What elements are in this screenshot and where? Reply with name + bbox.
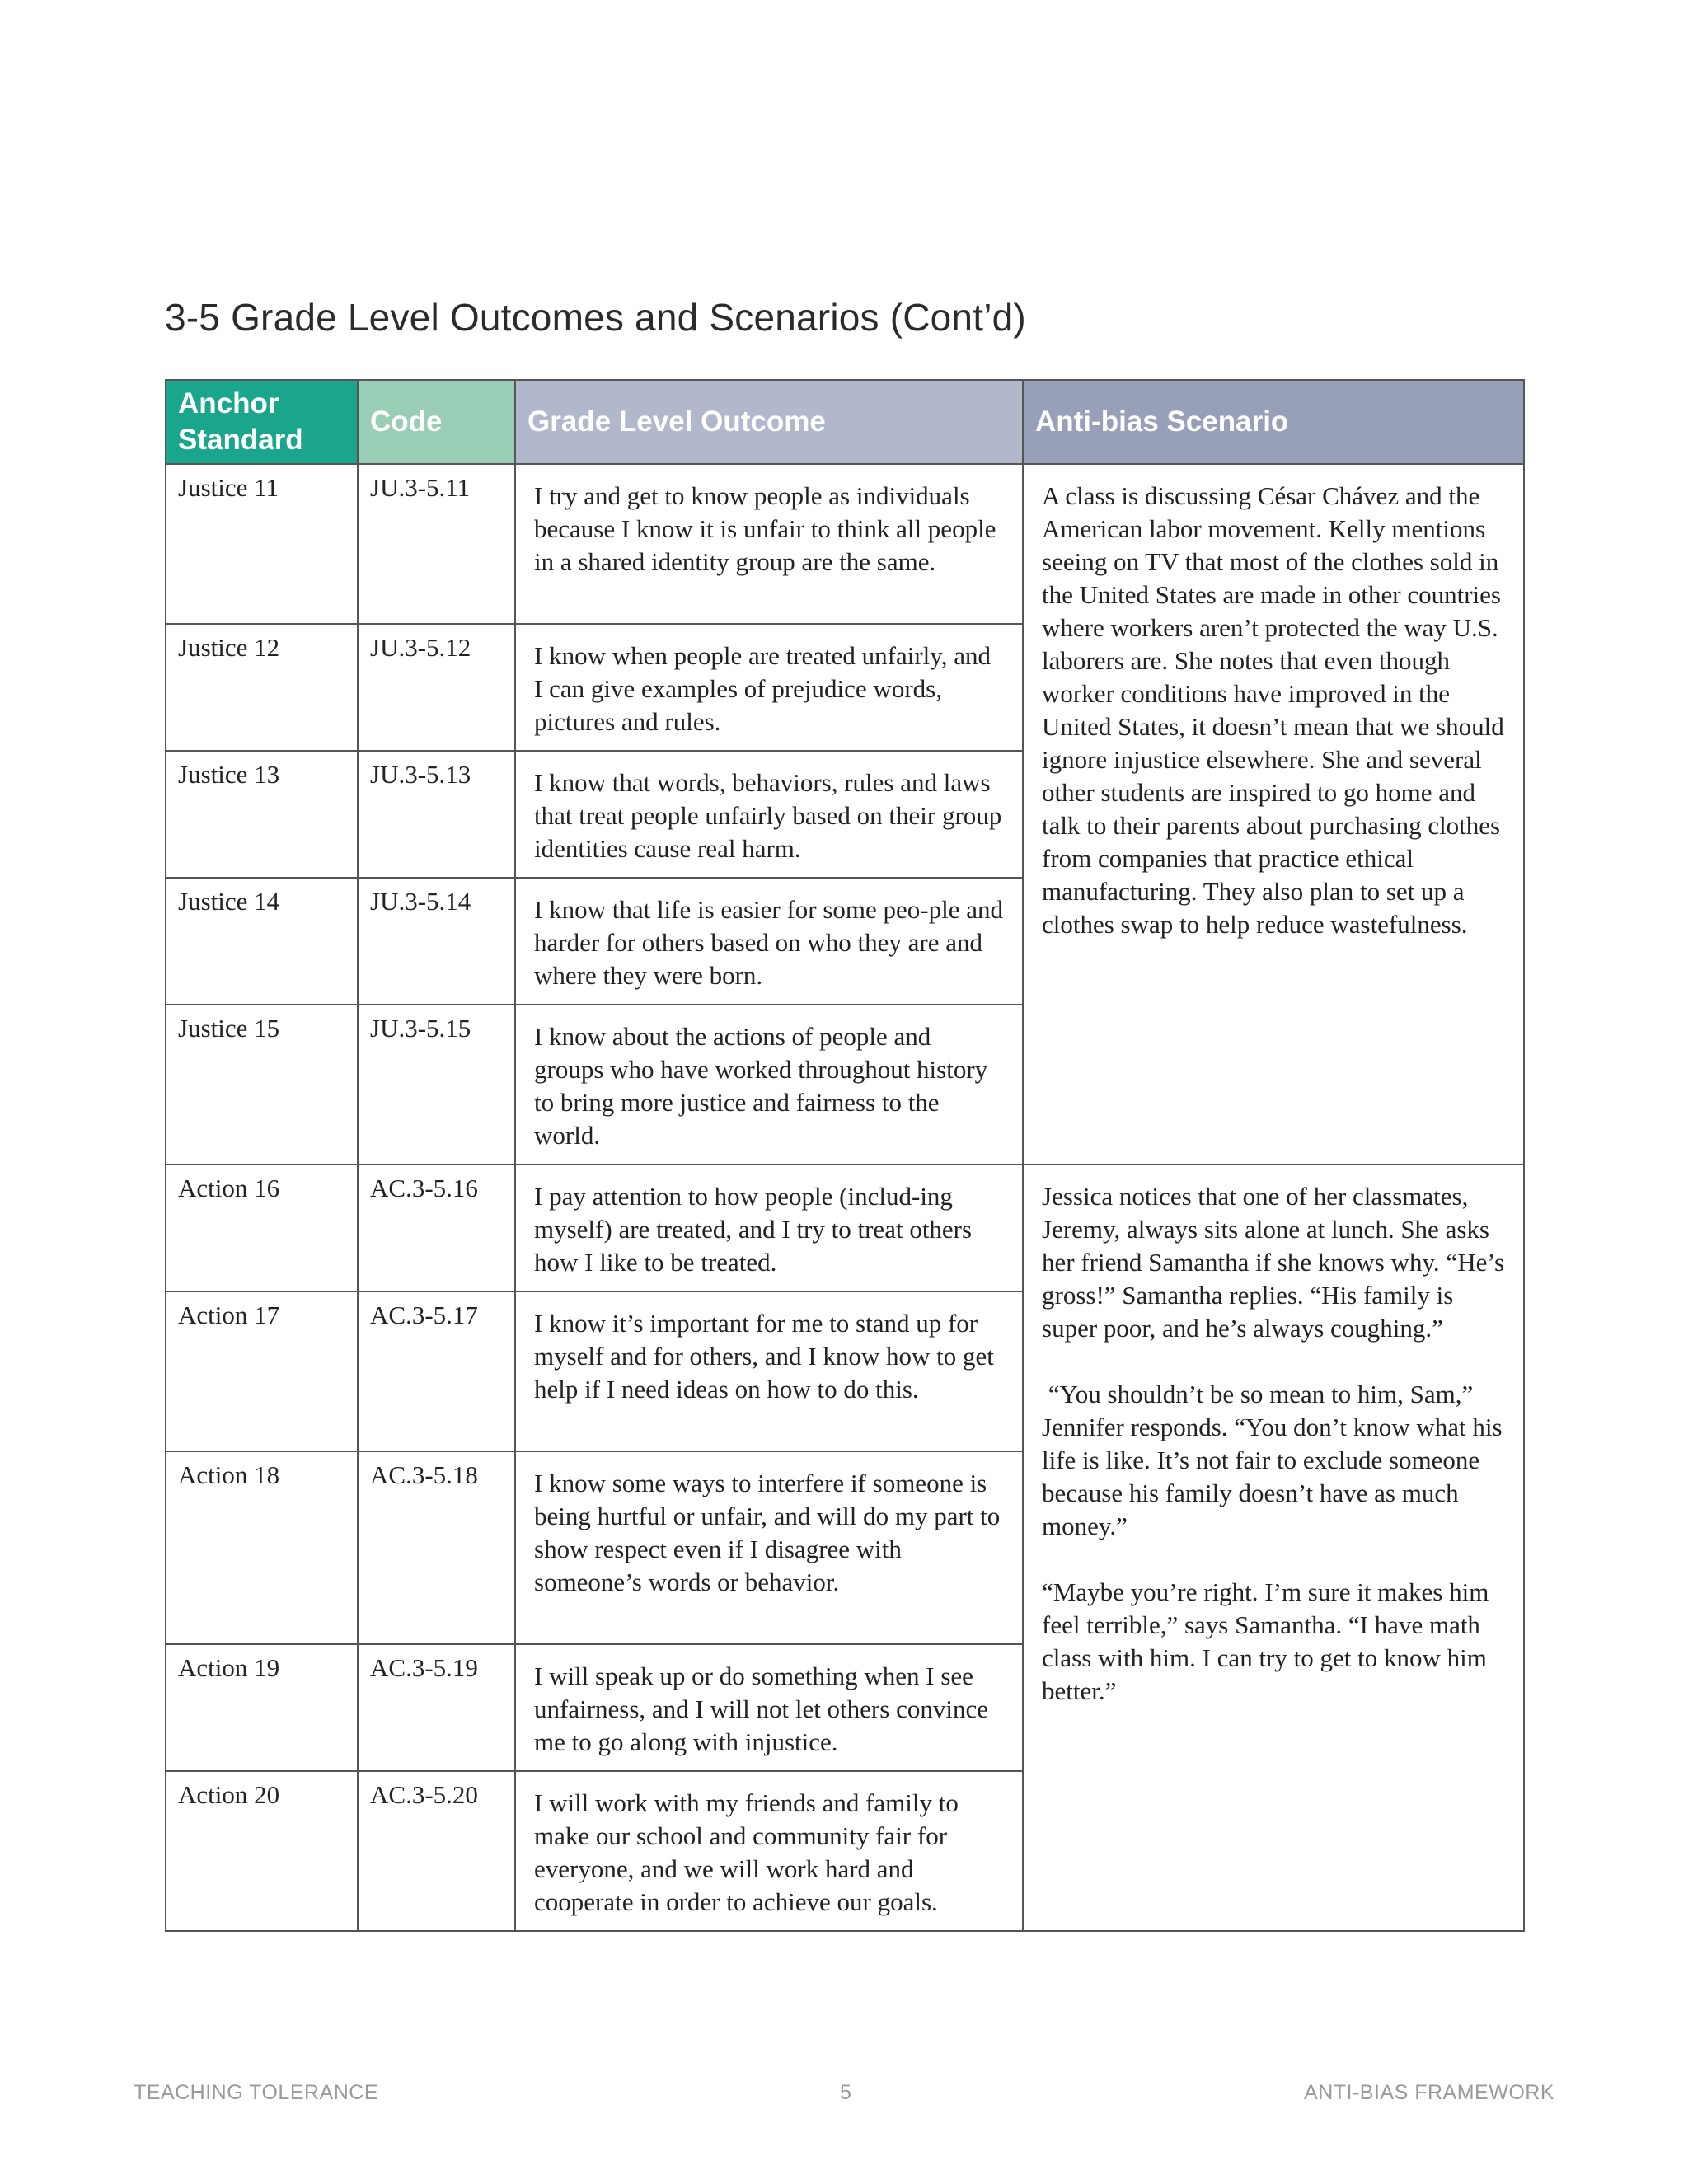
table-row [166,1165,1524,1291]
header-code: Code [358,380,515,464]
anchor-standard-cell: Action 17 [166,1291,358,1451]
scenario-action-paragraph-3: “Maybe you’re right. I’m sure it makes him feel terrible,” says Samantha. “I have math class with him. I can try to get to know him better.” [1042,1577,1496,1705]
scenario-cell-action [1023,1165,1524,1931]
outcome-cell: I know about the actions of people and groups who have worked throughout history to bring more justice and fairness to the world. [515,1005,1023,1165]
code-cell: AC.3-5.18 [358,1451,515,1644]
code-cell: AC.3-5.16 [358,1165,515,1291]
code-cell: JU.3-5.13 [358,751,515,878]
header-anchor-standard: Anchor Standard [166,380,358,464]
code-cell: JU.3-5.11 [358,464,515,624]
anchor-standard-cell: Justice 13 [166,751,358,878]
anchor-standard-cell: Justice 12 [166,624,358,751]
scenario-action-paragraph-2: “You shouldn’t be so mean to him, Sam,” Jennifer responds. “You don’t know what his life is like. It’s not fair to exclude someone because his family doesn’t have as much money.” [1042,1380,1509,1540]
anchor-standard-cell: Action 16 [166,1165,358,1291]
code-cell: JU.3-5.14 [358,878,515,1005]
outcome-cell: I know that life is easier for some peo-ple and harder for others based on who they are and where they were born. [515,878,1023,1005]
outcome-cell: I know that words, behaviors, rules and laws that treat people unfairly based on their group identities cause real harm. [515,751,1023,878]
outcome-cell: I know when people are treated unfairly, and I can give examples of prejudice words, pictures and rules. [515,624,1023,751]
outcomes-table [165,379,1525,1932]
anchor-standard-cell: Justice 14 [166,878,358,1005]
anchor-standard-cell: Justice 15 [166,1005,358,1165]
scenario-justice-text: A class is discussing César Chávez and the American labor movement. Kelly mentions seeing on TV that most of the clothes sold in the United States are made in other countries where workers aren’t protected the way U.S. laborers are. She notes that even though worker conditions have improved in the United States, it doesn’t mean that we should ignore injustice elsewhere. She and several other students are inspired to go home and talk to their parents about purchasing clothes from companies that practice ethical manufacturing. They also plan to set up a clothes swap to help reduce wastefulness. [1042,481,1511,939]
code-cell: JU.3-5.12 [358,624,515,751]
outcome-cell: I try and get to know people as individuals because I know it is unfair to think all people in a shared identity group are the same. [515,464,1023,624]
outcome-cell: I will work with my friends and family to make our school and community fair for everyone, and we will work hard and cooperate in order to achieve our goals. [515,1771,1023,1931]
footer-publisher: TEACHING TOLERANCE [134,2081,379,2104]
footer-page-number: 5 [840,2081,852,2104]
scenario-action-paragraph-1: Jessica notices that one of her classmates, Jeremy, always sits alone at lunch. She asks her friend Samantha if she knows why. “He’s gross!” Samantha replies. “His family is super poor, and he’s always coughing.” [1042,1182,1511,1343]
anchor-standard-cell: Action 18 [166,1451,358,1644]
anchor-standard-cell: Justice 11 [166,464,358,624]
anchor-standard-cell: Action 20 [166,1771,358,1931]
code-cell: AC.3-5.17 [358,1291,515,1451]
table-row [166,464,1524,624]
header-anti-bias-scenario: Anti-bias Scenario [1023,380,1524,464]
outcome-cell: I will speak up or do something when I see unfairness, and I will not let others convince me to go along with injustice. [515,1644,1023,1771]
outcome-cell: I know it’s important for me to stand up for myself and for others, and I know how to get help if I need ideas on how to do this. [515,1291,1023,1451]
code-cell: AC.3-5.20 [358,1771,515,1931]
outcome-cell: I know some ways to interfere if someone is being hurtful or unfair, and will do my part to show respect even if I disagree with someone’s words or behavior. [515,1451,1023,1644]
code-cell: AC.3-5.19 [358,1644,515,1771]
page-title: 3-5 Grade Level Outcomes and Scenarios (Cont’d) [165,296,1026,339]
header-grade-level-outcome: Grade Level Outcome [515,380,1023,464]
anchor-standard-cell: Action 19 [166,1644,358,1771]
scenario-cell-justice [1023,464,1524,1165]
table-header-row [166,380,1524,464]
code-cell: JU.3-5.15 [358,1005,515,1165]
footer-document-title: ANTI-BIAS FRAMEWORK [1304,2081,1554,2104]
outcome-cell: I pay attention to how people (includ-ing myself) are treated, and I try to treat others how I like to be treated. [515,1165,1023,1291]
